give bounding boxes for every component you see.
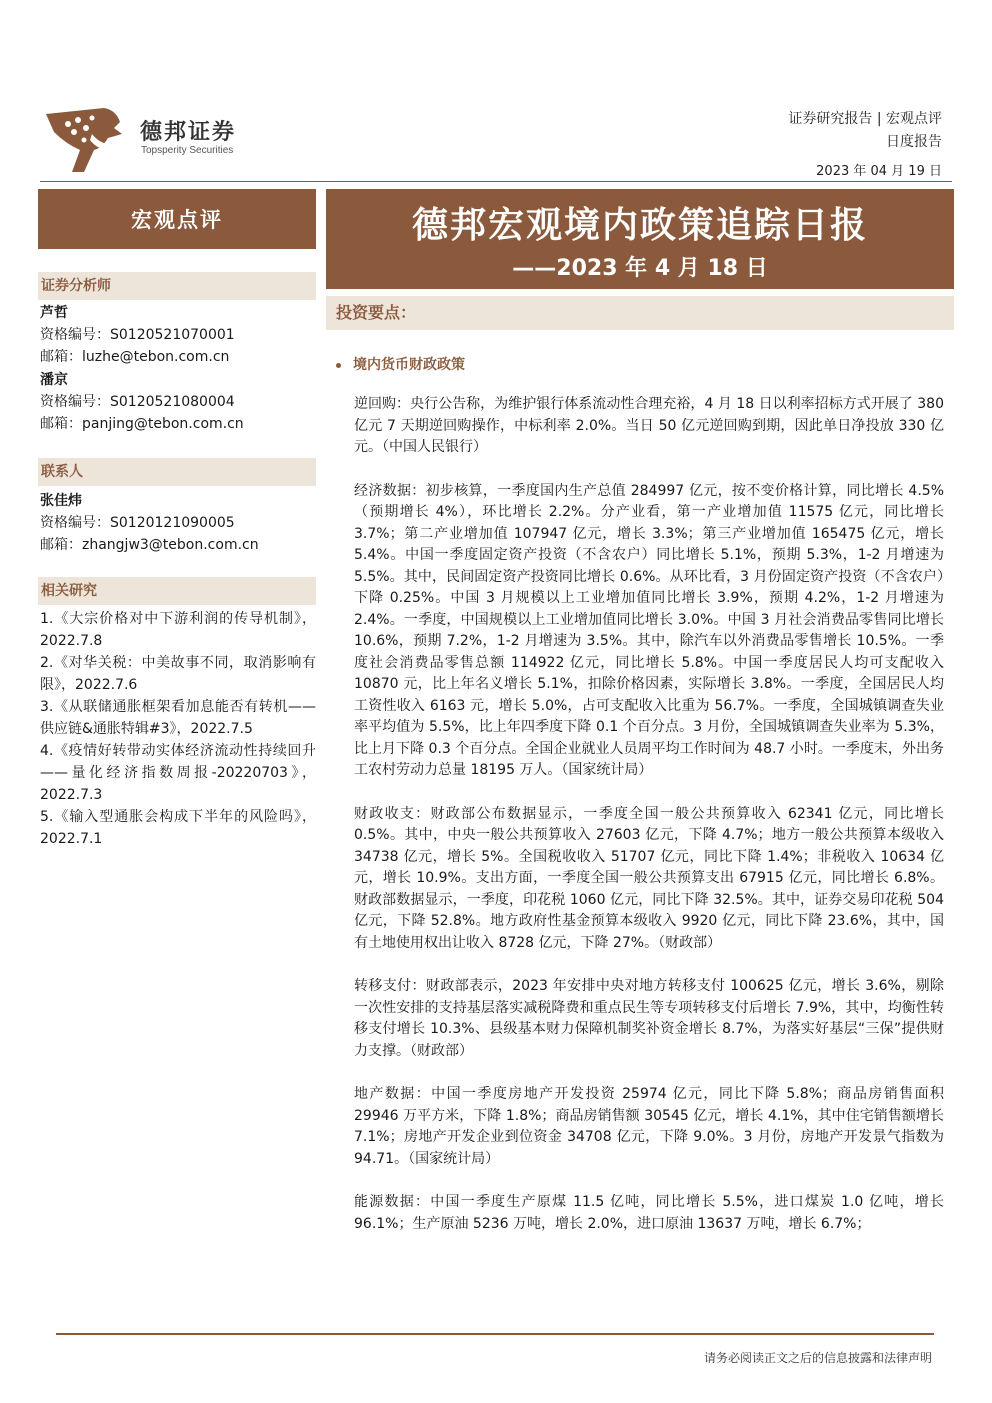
contact-email: 邮箱：zhangjw3@tebon.com.cn (40, 537, 259, 553)
header-divider (40, 181, 952, 182)
report-date: 2023 年 04 月 19 日 (816, 164, 942, 179)
research-item: 2.《对华关税：中美故事不同，取消影响有限》，2022.7.6 (40, 655, 316, 693)
contact-cert: 资格编号：S0120121090005 (40, 515, 235, 531)
paragraph-real-estate: 地产数据：中国一季度房地产开发投资 25974 亿元，同比下降 5.8%；商品房销售面积 29946 万平方米，下降 1.8%；商品房销售额 30545 亿元，增长 4.1%，其中住宅销售额增长 7.1%；房地产开发企业到位资金 34708 亿元，下降 9.0%。3 月份，房地产开发景气指数为 94.71。（国家统计局） (354, 1086, 944, 1167)
footer-divider (56, 1333, 934, 1335)
research-item: 3.《从联储通胀框架看加息能否有转机——供应链&通胀特辑#3》，2022.7.5 (40, 699, 316, 737)
research-item: 5.《输入型通胀会构成下半年的风险吗》，2022.7.1 (40, 809, 316, 847)
paragraph-transfer-payment: 转移支付：财政部表示，2023 年安排中央对地方转移支付 100625 亿元，增长 3.6%，剔除一次性安排的支持基层落实减税降费和重点民生等专项转移支付后增长 7.9%，其中，均衡性转移支付增长 10.3%、县级基本财力保障机制奖补资金增长 8.7%，为落实好基层“三保”提供财力支撑。（财政部） (354, 978, 944, 1059)
logo-leopard-icon (44, 104, 124, 174)
analyst-heading: 证券分析师 (38, 272, 316, 300)
paragraph-reverse-repo: 逆回购：央行公告称，为维护银行体系流动性合理充裕，4 月 18 日以利率招标方式开展了 380 亿元 7 天期逆回购操作，中标利率 2.0%。当日 50 亿元逆回购到期，因此单日净投放 330 亿元。（中国人民银行） (354, 396, 944, 455)
analyst-email: 邮箱：panjing@tebon.com.cn (40, 416, 244, 432)
category-banner: 宏观点评 (38, 189, 316, 249)
report-meta (788, 108, 942, 154)
research-item: 4.《疫情好转带动实体经济流动性持续回升——量化经济指数周报-20220703》，2022.7.3 (40, 743, 316, 803)
research-heading: 相关研究 (38, 577, 316, 605)
report-frequency: 日度报告 (886, 134, 942, 150)
key-points-heading: 投资要点： (326, 296, 954, 330)
paragraph-fiscal: 财政收支：财政部公布数据显示，一季度全国一般公共预算收入 62341 亿元，同比增长 0.5%。其中，中央一般公共预算收入 27603 亿元，下降 4.7%；地方一般公共预算本级收入 34738 亿元，增长 5%。全国税收收入 51707 亿元，同比下降 1.4%；非税收入 10634 亿元，增长 10.9%。支出方面，一季度全国一般公共预算支出 67915 亿元，同比增长 6.8%。财政部数据显示，一季度，印花税 1060 亿元，同比下降 32.5%。其中，证券交易印花税 504 亿元，下降 52.8%。地方政府性基金预算本级收入 9920 亿元，同比下降 23.6%，其中，国有土地使用权出让收入 8728 亿元，下降 27%。（财政部） (354, 805, 944, 951)
report-type: 证券研究报告 | 宏观点评 (788, 111, 942, 127)
section-heading (336, 354, 465, 374)
footer-disclaimer: 请务必阅读正文之后的信息披露和法律声明 (703, 1351, 932, 1365)
report-title: 德邦宏观境内政策追踪日报 (411, 205, 868, 246)
analyst-cert: 资格编号：S0120521080004 (40, 394, 235, 410)
research-item: 1.《大宗价格对中下游利润的传导机制》，2022.7.8 (40, 611, 316, 649)
research-list (40, 608, 316, 850)
paragraph-energy: 能源数据：中国一季度生产原煤 11.5 亿吨，同比增长 5.5%，进口煤炭 1.0 亿吨，增长 96.1%；生产原油 5236 万吨，增长 2.0%，进口原油 13637 万吨，增长 6.7%； (354, 1194, 944, 1232)
title-banner (326, 189, 954, 289)
article-body (354, 394, 944, 1257)
contact-name: 张佳炜 (40, 493, 82, 509)
analyst-cert: 资格编号：S0120521070001 (40, 327, 235, 343)
analyst-name: 芦哲 (40, 305, 68, 321)
section-heading-label: 境内货币财政政策 (353, 357, 465, 373)
analyst-name: 潘京 (40, 372, 68, 388)
brand-subtitle: Topsperity Securities (141, 145, 234, 156)
paragraph-economic-data: 经济数据：初步核算，一季度国内生产总值 284997 亿元，按不变价格计算，同比增长 4.5%（预期增长 4%），环比增长 2.2%。分产业看，第一产业增加值 11575 亿元，同比增长 3.7%；第二产业增加值 107947 亿元，增长 3.3%；第三产业增加值 165475 亿元，增长 5.4%。中国一季度固定资产投资（不含农户）同比增长 5.1%，预期 5.3%，1-2 月增速为 5.5%。其中，民间固定资产投资同比增长 0.6%。从环比看，3 月份固定资产投资（不含农户）下降 0.25%。中国 3 月规模以上工业增加值同比增长 3.9%，预期 4.2%，1-2 月增速为 2.4%。一季度，中国规模以上工业增加值同比增长 3.0%。中国 3 月社会消费品零售同比增长 10.6%，预期 7.2%，1-2 月增速为 3.5%。其中，除汽车以外消费品零售增长 10.5%。一季度社会消费品零售总额 114922 亿元，同比增长 5.8%。中国一季度居民人均可支配收入 10870 元，比上年名义增长 5.1%，扣除价格因素，实际增长 3.8%。一季度，全国居民人均工资性收入 6163 元，增长 5.0%，占可支配收入比重为 56.7%。一季度，全国城镇调查失业率平均值为 5.5%，比上年四季度下降 0.1 个百分点。3 月份，全国城镇调查失业率为 5.3%，比上月下降 0.3 个百分点。全国企业就业人员周平均工作时间为 48.7 小时。一季度末，外出务工农村劳动力总量 18195 万人。（国家统计局） (354, 482, 944, 778)
bullet-dot-icon (336, 363, 341, 368)
brand-name: 德邦证券 (140, 120, 237, 145)
contact-heading: 联系人 (38, 458, 316, 486)
analyst-email: 邮箱：luzhe@tebon.com.cn (40, 349, 230, 365)
report-subtitle: ——2023 年 4 月 18 日 (512, 256, 768, 281)
